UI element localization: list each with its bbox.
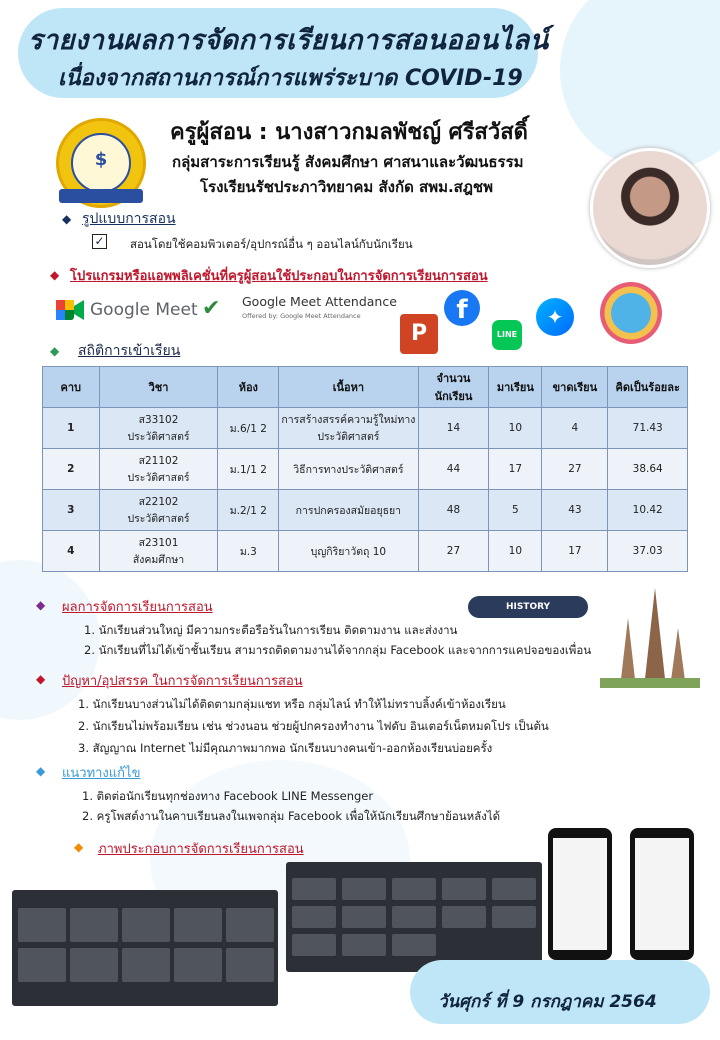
cell-period: 4	[43, 531, 100, 572]
problem-item: 3. สัญญาณ Internet ไม่มีคุณภาพมากพอ นักเรียนบางคนเข้า-ออกห้องเรียนบ่อยครั้ง	[78, 741, 493, 755]
subject-code: ส21102	[138, 455, 179, 467]
photos-heading: ภาพประกอบการจัดการเรียนการสอน	[98, 842, 304, 857]
cell-room: ม.2/1 2	[218, 490, 279, 531]
cell-content: วิธีการทางประวัติศาสตร์	[279, 449, 418, 490]
subject-code: ส22102	[138, 496, 179, 508]
cell-students: 27	[418, 531, 489, 572]
cell-content: บุญกิริยาวัตถุ 10	[279, 531, 418, 572]
diamond-bullet-icon: ◆	[36, 598, 46, 612]
participant-tile	[442, 878, 486, 900]
participant-tile	[174, 908, 222, 942]
diamond-bullet-icon: ◆	[50, 268, 60, 282]
table-row	[43, 408, 688, 449]
bg-blob-top-right	[560, 0, 720, 170]
gma-subtitle: Offered by: Google Meet Attendance	[242, 312, 361, 320]
diamond-bullet-icon: ◆	[62, 212, 72, 226]
logo-symbol-icon: $	[94, 149, 108, 170]
cell-period: 3	[43, 490, 100, 531]
cell-subject	[99, 408, 218, 449]
learning-group: กลุ่มสาระการเรียนรู้ สังคมศึกษา ศาสนาและวัฒนธรรม	[172, 153, 524, 171]
result-item: 2. นักเรียนที่ไม่ได้เข้าชั้นเรียน สามารถติดตามงานได้จากกลุ่ม Facebook และจากการแคปจอของเพื่อน	[84, 643, 592, 657]
meet-screenshot-2	[286, 862, 542, 972]
google-meet-icon	[54, 298, 86, 322]
cell-absent: 27	[542, 449, 608, 490]
messenger-icon: ✦	[536, 298, 574, 336]
school-name: โรงเรียนรัชประภาวิทยาคม สังกัด สพม.สฎชพ	[200, 178, 493, 196]
participant-tile	[392, 878, 436, 900]
result-item: 1. นักเรียนส่วนใหญ่ มีความกระตือรือร้นในการเรียน ติดตามงาน และส่งงาน	[84, 623, 458, 637]
results-heading: ผลการจัดการเรียนการสอน	[62, 600, 213, 615]
subject-name: ประวัติศาสตร์	[127, 431, 190, 443]
phone-screenshot-2	[630, 828, 694, 960]
participant-tile	[226, 908, 274, 942]
cell-content: การสร้างสรรค์ความรู้ใหม่ทางประวัติศาสตร์	[279, 408, 418, 449]
cell-present: 17	[489, 449, 542, 490]
logo-emblem	[71, 133, 131, 193]
participant-tile	[122, 948, 170, 982]
cell-percent: 37.03	[608, 531, 688, 572]
col-header: จำนวนนักเรียน	[418, 367, 489, 408]
col-header: เนื้อหา	[279, 367, 418, 408]
table-row	[43, 531, 688, 572]
subject-code: ส23101	[138, 537, 179, 549]
logo-ribbon	[59, 189, 143, 203]
participant-tile	[18, 908, 66, 942]
col-header: วิชา	[99, 367, 218, 408]
diamond-bullet-icon: ◆	[74, 840, 84, 854]
teaching-format-option: สอนโดยใช้คอมพิวเตอร์/อุปกรณ์อื่น ๆ ออนไลน์กับนักเรียน	[130, 237, 413, 251]
page-title: รายงานผลการจัดการเรียนการสอนออนไลน์	[28, 25, 549, 56]
participant-tile	[342, 878, 386, 900]
cell-period: 2	[43, 449, 100, 490]
cell-percent: 38.64	[608, 449, 688, 490]
cell-subject	[99, 490, 218, 531]
col-header: คาบ	[43, 367, 100, 408]
table-row	[43, 490, 688, 531]
apps-heading: โปรแกรมหรือแอพพลิเคชั่นที่ครูผู้สอนใช้ประกอบในการจัดการเรียนการสอน	[70, 269, 488, 284]
phone-screen	[635, 838, 689, 950]
problem-item: 1. นักเรียนบางส่วนไม่ได้ติดตามกลุ่มแชท หรือ กลุ่มไลน์ ทำให้ไม่ทราบลิ้งค์เข้าห้องเรียน	[78, 697, 506, 711]
participant-tile	[342, 906, 386, 928]
powerpoint-icon: P	[400, 314, 438, 354]
participant-tile	[18, 948, 66, 982]
table-header-row	[43, 367, 688, 408]
cell-room: ม.6/1 2	[218, 408, 279, 449]
cell-present: 10	[489, 531, 542, 572]
diamond-bullet-icon: ◆	[36, 764, 46, 778]
facebook-icon: f	[444, 290, 480, 326]
participant-tile	[122, 908, 170, 942]
solution-item: 1. ติดต่อนักเรียนทุกช่องทาง Facebook LINE Messenger	[82, 789, 374, 803]
col-header: ห้อง	[218, 367, 279, 408]
cell-students: 44	[418, 449, 489, 490]
cell-room: ม.1/1 2	[218, 449, 279, 490]
col-header: คิดเป็นร้อยละ	[608, 367, 688, 408]
participant-tile	[292, 906, 336, 928]
cell-percent: 10.42	[608, 490, 688, 531]
teacher-photo	[590, 148, 710, 268]
participant-tile	[492, 906, 536, 928]
participant-tile	[342, 934, 386, 956]
cell-students: 14	[418, 408, 489, 449]
history-badge: HISTORY	[468, 596, 588, 618]
cell-period: 1	[43, 408, 100, 449]
cell-subject	[99, 531, 218, 572]
subject-name: ประวัติศาสตร์	[127, 472, 190, 484]
checkmark-icon: ✔	[202, 296, 221, 321]
participant-tile	[174, 948, 222, 982]
participant-tile	[70, 908, 118, 942]
participant-tile	[492, 878, 536, 900]
participant-tile	[442, 906, 486, 928]
participant-tile	[392, 906, 436, 928]
cell-percent: 71.43	[608, 408, 688, 449]
participant-tile	[226, 948, 274, 982]
attendance-heading: สถิติการเข้าเรียน	[78, 343, 181, 359]
subject-name: สังคมศึกษา	[132, 554, 185, 566]
globe-illustration-icon	[600, 282, 662, 344]
problems-heading: ปัญหา/อุปสรรค ในการจัดการเรียนการสอน	[62, 674, 303, 689]
cell-present: 5	[489, 490, 542, 531]
teacher-name: ครูผู้สอน : นางสาวกมลพัชญ์ ศรีสวัสดิ์	[170, 120, 528, 145]
cell-room: ม.3	[218, 531, 279, 572]
subject-name: ประวัติศาสตร์	[127, 513, 190, 525]
temple-ruins-illustration-icon	[600, 578, 700, 688]
line-icon: LINE	[492, 320, 522, 350]
meet-screenshot-1	[12, 890, 278, 1006]
participant-tile	[292, 934, 336, 956]
phone-screen	[553, 838, 607, 950]
cell-subject	[99, 449, 218, 490]
problem-item: 2. นักเรียนไม่พร้อมเรียน เช่น ช่วงนอน ช่วยผู้ปกครองทำงาน ไฟดับ อินเตอร์เน็ตหมดโปร เป็นต้น	[78, 719, 549, 733]
participant-tile	[292, 878, 336, 900]
table-row	[43, 449, 688, 490]
attendance-table	[42, 366, 688, 572]
subject-code: ส33102	[138, 414, 179, 426]
diamond-bullet-icon: ◆	[36, 672, 46, 686]
school-logo	[56, 118, 146, 208]
participant-tile	[70, 948, 118, 982]
teaching-format-heading: รูปแบบการสอน	[82, 211, 176, 227]
cell-absent: 17	[542, 531, 608, 572]
cell-present: 10	[489, 408, 542, 449]
report-date: วันศุกร์ ที่ 9 กรกฎาคม 2564	[438, 992, 657, 1012]
solutions-heading: แนวทางแก้ไข	[62, 766, 141, 781]
cell-absent: 4	[542, 408, 608, 449]
cell-absent: 43	[542, 490, 608, 531]
google-meet-label: Google Meet	[90, 300, 198, 320]
cell-content: การปกครองสมัยอยุธยา	[279, 490, 418, 531]
col-header: ขาดเรียน	[542, 367, 608, 408]
page-subtitle: เนื่องจากสถานการณ์การแพร่ระบาด COVID-19	[58, 66, 523, 91]
gma-title: Google Meet Attendance	[242, 294, 397, 309]
diamond-bullet-icon: ◆	[50, 344, 60, 358]
participant-tile	[392, 934, 436, 956]
solution-item: 2. ครูโพสต์งานในคาบเรียนลงในเพจกลุ่ม Facebook เพื่อให้นักเรียนศึกษาย้อนหลังได้	[82, 809, 501, 823]
checkbox-checked-icon: ✓	[92, 234, 107, 249]
cell-students: 48	[418, 490, 489, 531]
col-header: มาเรียน	[489, 367, 542, 408]
phone-screenshot-1	[548, 828, 612, 960]
